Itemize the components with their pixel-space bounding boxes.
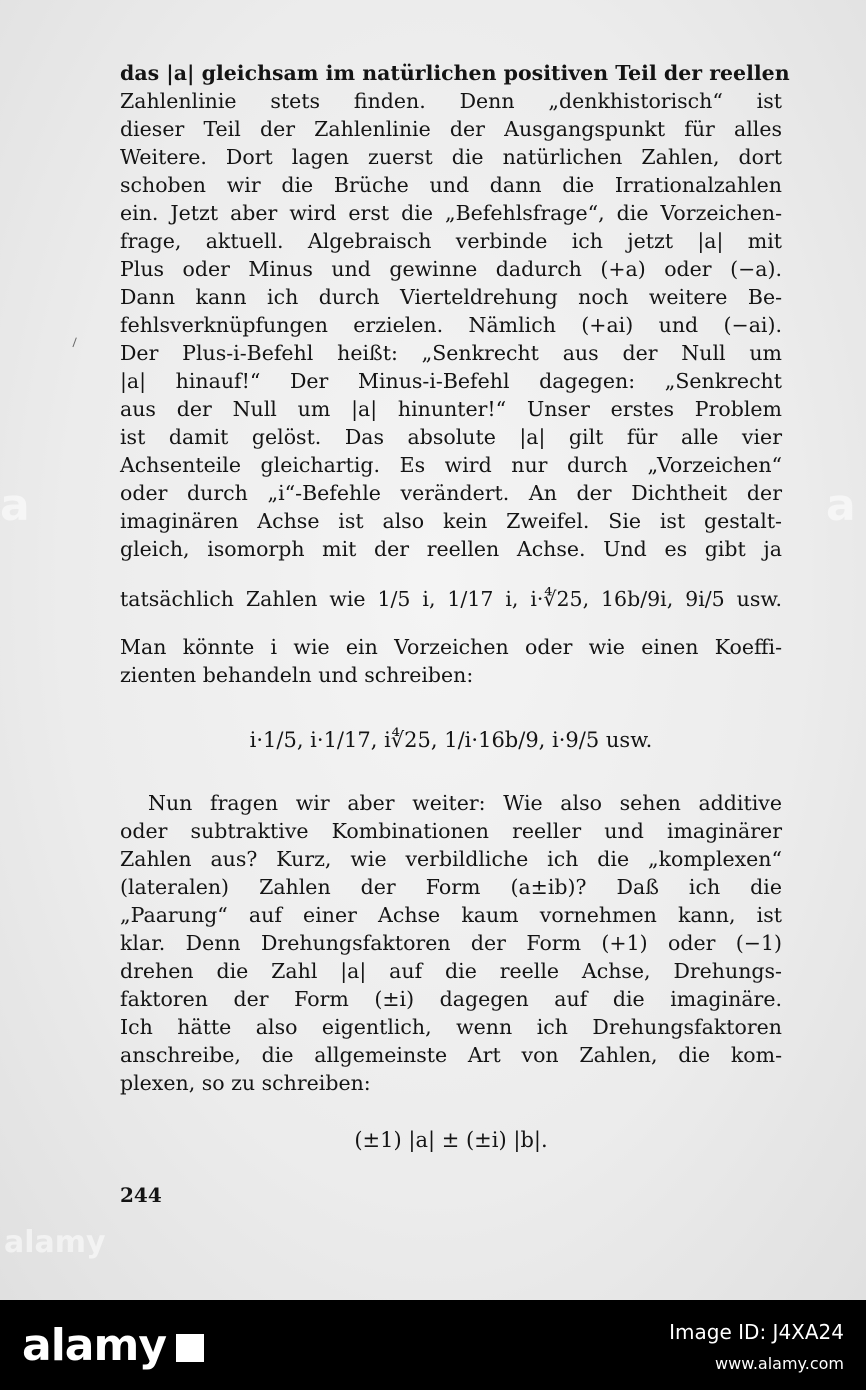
page-number: 244: [120, 1183, 162, 1207]
text-line: gleich, isomorph mit der reellen Achse. Und es gibt ja: [120, 537, 782, 561]
logo-text: alamy: [22, 1320, 166, 1371]
text-line: oder subtraktive Kombinationen reeller und imaginärer: [120, 819, 782, 843]
text-line: Dann kann ich durch Vierteldrehung noch weitere Be-: [120, 285, 782, 309]
equation: (±1) |a| ± (±i) |b|.: [354, 1128, 548, 1152]
alamy-logo: [22, 1320, 204, 1371]
text-line: ist damit gelöst. Das absolute |a| gilt für alle vier: [120, 425, 782, 449]
text-line: schoben wir die Brüche und dann die Irrationalzahlen: [120, 173, 782, 197]
watermark-text: alamy: [4, 1225, 106, 1260]
text-line: drehen die Zahl |a| auf die reelle Achse, Drehungs-: [120, 959, 782, 983]
text-line: Plus oder Minus und gewinne dadurch (+a) oder (−a).: [120, 257, 782, 281]
text-line: Zahlen aus? Kurz, wie verbildliche ich die „komplexen“: [120, 847, 782, 871]
text-line: imaginären Achse ist also kein Zweifel. Sie ist gestalt-: [120, 509, 782, 533]
text-line: Man könnte i wie ein Vorzeichen oder wie einen Koeffi-: [120, 635, 782, 659]
text-line: anschreibe, die allgemeinste Art von Zahlen, die kom-: [120, 1043, 782, 1067]
text-line: zienten behandeln und schreiben:: [120, 663, 474, 687]
image-id: Image ID: J4XA24: [669, 1320, 844, 1344]
text-line: faktoren der Form (±i) dagegen auf die imaginäre.: [120, 987, 782, 1011]
text-line: Achsenteile gleichartig. Es wird nur durch „Vorzeichen“: [120, 453, 782, 477]
text-line: Nun fragen wir aber weiter: Wie also sehen additive: [148, 791, 782, 815]
text-line: |a| hinauf!“ Der Minus-i-Befehl dagegen: „Senkrecht: [120, 369, 782, 393]
text-line: Der Plus-i-Befehl heißt: „Senkrecht aus der Null um: [120, 341, 782, 365]
text-line: oder durch „i“-Befehle verändert. An der Dichtheit der: [120, 481, 782, 505]
pencil-mark: [72, 337, 80, 348]
text-line: (lateralen) Zahlen der Form (a±ib)? Daß ich die: [120, 875, 782, 899]
site-url[interactable]: www.alamy.com: [715, 1354, 844, 1373]
stock-footer: [0, 1300, 866, 1390]
text-line: Zahlenlinie stets finden. Denn „denkhistorisch“ ist: [120, 89, 782, 113]
logo-square-icon: [176, 1334, 204, 1362]
text-line: „Paarung“ auf einer Achse kaum vornehmen kann, ist: [120, 903, 782, 927]
text-line: fehlsverknüpfungen erzielen. Nämlich (+ai) und (−ai).: [120, 313, 782, 337]
text-line: frage, aktuell. Algebraisch verbinde ich jetzt |a| mit: [120, 229, 782, 253]
text-line: aus der Null um |a| hinunter!“ Unser erstes Problem: [120, 397, 782, 421]
text-line: das |a| gleichsam im natürlichen positiven Teil der reellen: [120, 61, 790, 85]
watermark: a: [0, 480, 30, 531]
text-line: tatsächlich Zahlen wie 1/5 i, 1/17 i, i·∜25, 16b/9i, 9i/5 usw.: [120, 587, 782, 611]
text-line: plexen, so zu schreiben:: [120, 1071, 371, 1095]
text-line: dieser Teil der Zahlenlinie der Ausgangspunkt für alles: [120, 117, 782, 141]
equation: i·1/5, i·1/17, i∜25, 1/i·16b/9, i·9/5 usw.: [249, 728, 653, 752]
text-line: klar. Denn Drehungsfaktoren der Form (+1) oder (−1): [120, 931, 782, 955]
text-line: Weitere. Dort lagen zuerst die natürlichen Zahlen, dort: [120, 145, 782, 169]
watermark: a: [826, 480, 856, 531]
text-line: Ich hätte also eigentlich, wenn ich Drehungsfaktoren: [120, 1015, 782, 1039]
text-line: ein. Jetzt aber wird erst die „Befehlsfrage“, die Vorzeichen-: [120, 201, 782, 225]
